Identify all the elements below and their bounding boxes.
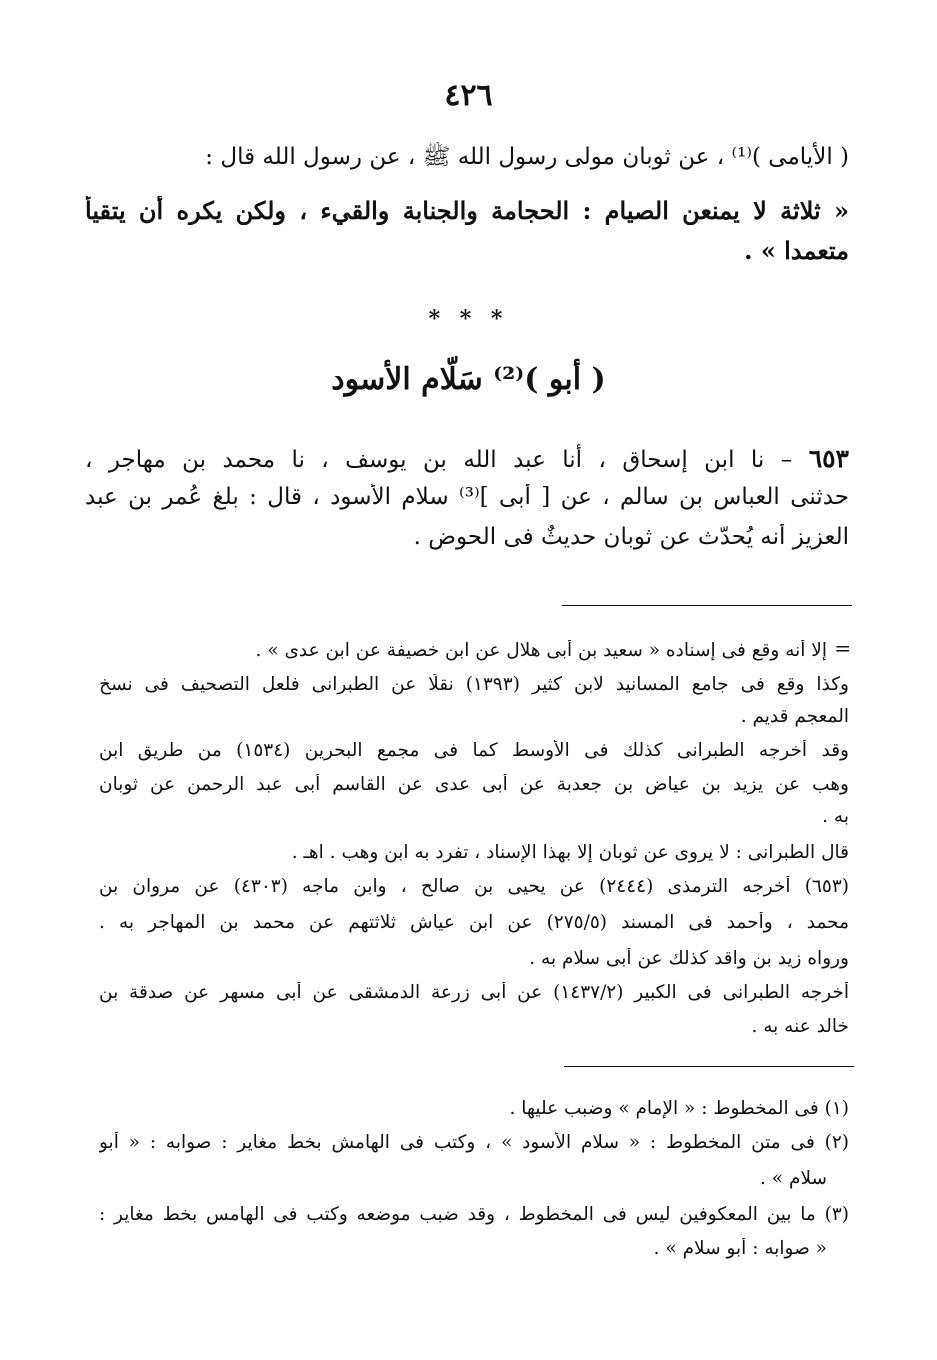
page-number: ٤٢٦: [444, 78, 493, 113]
note-line: أخرجه الطبرانى فى الكبير (١٤٣٧/٢) عن أبى زرعة الدمشقى عن أبى مسهر عن صدقة بن: [99, 982, 849, 1003]
notes-divider: [562, 605, 852, 606]
note-line: وكذا وقع فى جامع المسانيد لابن كثير (١٣٩٣) نقلًا عن الطبرانى فلعل التصحيف فى نسخ: [99, 674, 849, 695]
note-line: وقد أخرجه الطبرانى كذلك فى الأوسط كما فى مجمع البحرين (١٥٣٤) من طريق ابن: [99, 740, 849, 761]
hadith-text-line-1: « ثلاثة لا يمنعن الصيام : الحجامة والجنابة والقيء ، ولكن يكره أن يتقيأ: [85, 196, 849, 225]
section-heading: ( أبو )⁽²⁾ سَلّام الأسود: [331, 362, 606, 397]
footnote-1: (١) فى المخطوط : « الإمام » وضبب عليها .: [509, 1098, 849, 1119]
continuation-mark: =: [834, 636, 851, 660]
hadith-653-chain-start: – نا ابن إسحاق ، أنا عبد الله بن يوسف ، نا محمد بن مهاجر ،: [85, 447, 809, 473]
footnotes-divider: [564, 1066, 854, 1067]
hadith-text-line-2: متعمدا » .: [744, 236, 849, 265]
note-line: قال الطبرانى : لا يروى عن ثوبان إلا بهذا الإسناد ، تفرد به ابن وهب . اهـ .: [291, 842, 849, 863]
footnote-2-continued: سلام » .: [760, 1168, 827, 1189]
section-separator: * * *: [428, 306, 509, 332]
hadith-653-line-2: حدثنى العباس بن سالم ، عن [ أبى ]⁽³⁾ سلام الأسود ، قال : بلغ عُمر بن عبد: [85, 484, 849, 510]
note-line: محمد ، وأحمد فى المسند (٢٧٥/٥) عن ابن عياش ثلاثتهم عن محمد بن المهاجر به .: [99, 912, 849, 933]
footnote-3: (٣) ما بين المعكوفين ليس فى المخطوط ، وقد ضبب موضعه وكتب فى الهامس بخط مغاير :: [99, 1204, 849, 1225]
note-line: وهب عن يزيد بن عياض بن جعدبة عن أبى عدى عن القاسم أبى عبد الرحمن عن ثوبان: [99, 774, 849, 795]
footnote-3-continued: « صوابه : أبو سلام » .: [653, 1238, 827, 1259]
hadith-653-line-1: [85, 444, 849, 473]
note-line: به .: [822, 806, 849, 827]
note-line: المعجم قديم .: [740, 706, 849, 727]
note-line: (٦٥٣) أخرجه الترمذى (٢٤٤٤) عن يحيى بن صالح ، وابن ماجه (٤٣٠٣) عن مروان بن: [99, 876, 849, 897]
note-line: إلا أنه وقع فى إسناده « سعيد بن أبى هلال عن ابن خصيفة عن ابن عدى » .: [255, 640, 827, 661]
hadith-653-line-3: العزيز أنه يُحدّث عن ثوبان حديثٌ فى الحوض .: [413, 524, 849, 550]
intro-line: ( الأيامى )⁽¹⁾ ، عن ثوبان مولى رسول الله ﷺ ، عن رسول الله قال :: [205, 144, 849, 170]
note-line: خالد عنه به .: [751, 1016, 849, 1037]
hadith-number: ٦٥٣: [808, 444, 849, 473]
note-line: ورواه زيد بن واقد كذلك عن أبى سلام به .: [529, 948, 849, 969]
footnote-2: (٢) فى متن المخطوط : « سلام الأسود » ، وكتب فى الهامش بخط مغاير : صوابه : « أبو: [99, 1132, 849, 1153]
